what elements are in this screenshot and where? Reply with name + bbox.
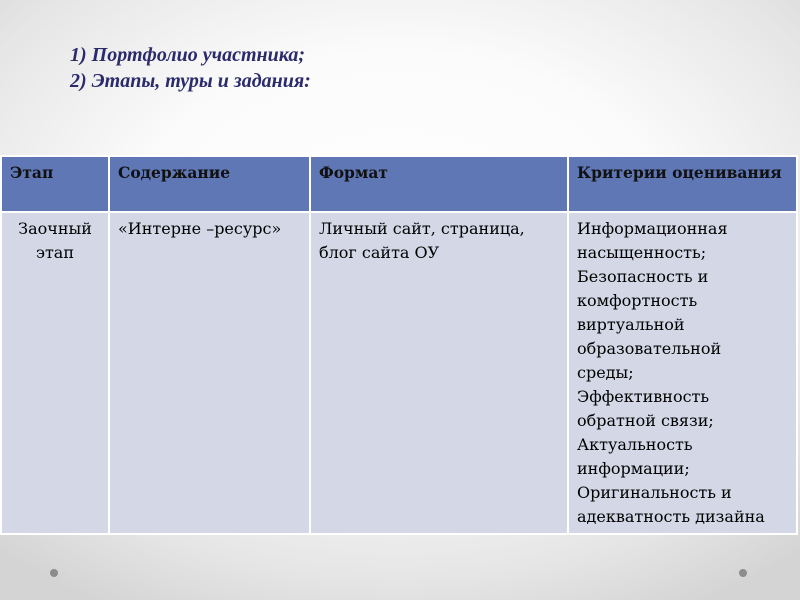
decorative-dot-right-icon	[739, 569, 747, 577]
column-header-criteria: Критерии оценивания	[568, 156, 797, 212]
column-header-format: Формат	[310, 156, 568, 212]
criteria-line: Эффективность	[577, 387, 710, 406]
criteria-line: насыщенность;	[577, 243, 707, 262]
cell-format: Личный сайт, страница, блог сайта ОУ	[310, 212, 568, 534]
table-row	[1, 212, 797, 534]
column-header-content: Содержание	[109, 156, 310, 212]
criteria-line: обратной связи;	[577, 411, 714, 430]
criteria-line: Актуальность	[577, 435, 693, 454]
criteria-line: виртуальной	[577, 315, 685, 334]
column-header-stage: Этап	[1, 156, 109, 212]
criteria-line: Оригинальность и	[577, 483, 732, 502]
decorative-dot-left-icon	[50, 569, 58, 577]
slide-title	[70, 42, 311, 94]
cell-criteria	[568, 212, 797, 534]
criteria-line: комфортность	[577, 291, 698, 310]
criteria-line: информации;	[577, 459, 690, 478]
cell-content: «Интерне –ресурс»	[109, 212, 310, 534]
table-header-row	[1, 156, 797, 212]
title-line-1: 1) Портфолио участника;	[70, 44, 306, 66]
criteria-line: Информационная	[577, 219, 728, 238]
stages-table	[0, 155, 798, 535]
criteria-line: Безопасность и	[577, 267, 709, 286]
cell-stage: Заочный этап	[1, 212, 109, 534]
criteria-line: среды;	[577, 363, 634, 382]
criteria-line: адекватность дизайна	[577, 507, 765, 526]
title-line-2: 2) Этапы, туры и задания:	[70, 70, 311, 92]
criteria-line: образовательной	[577, 339, 722, 358]
